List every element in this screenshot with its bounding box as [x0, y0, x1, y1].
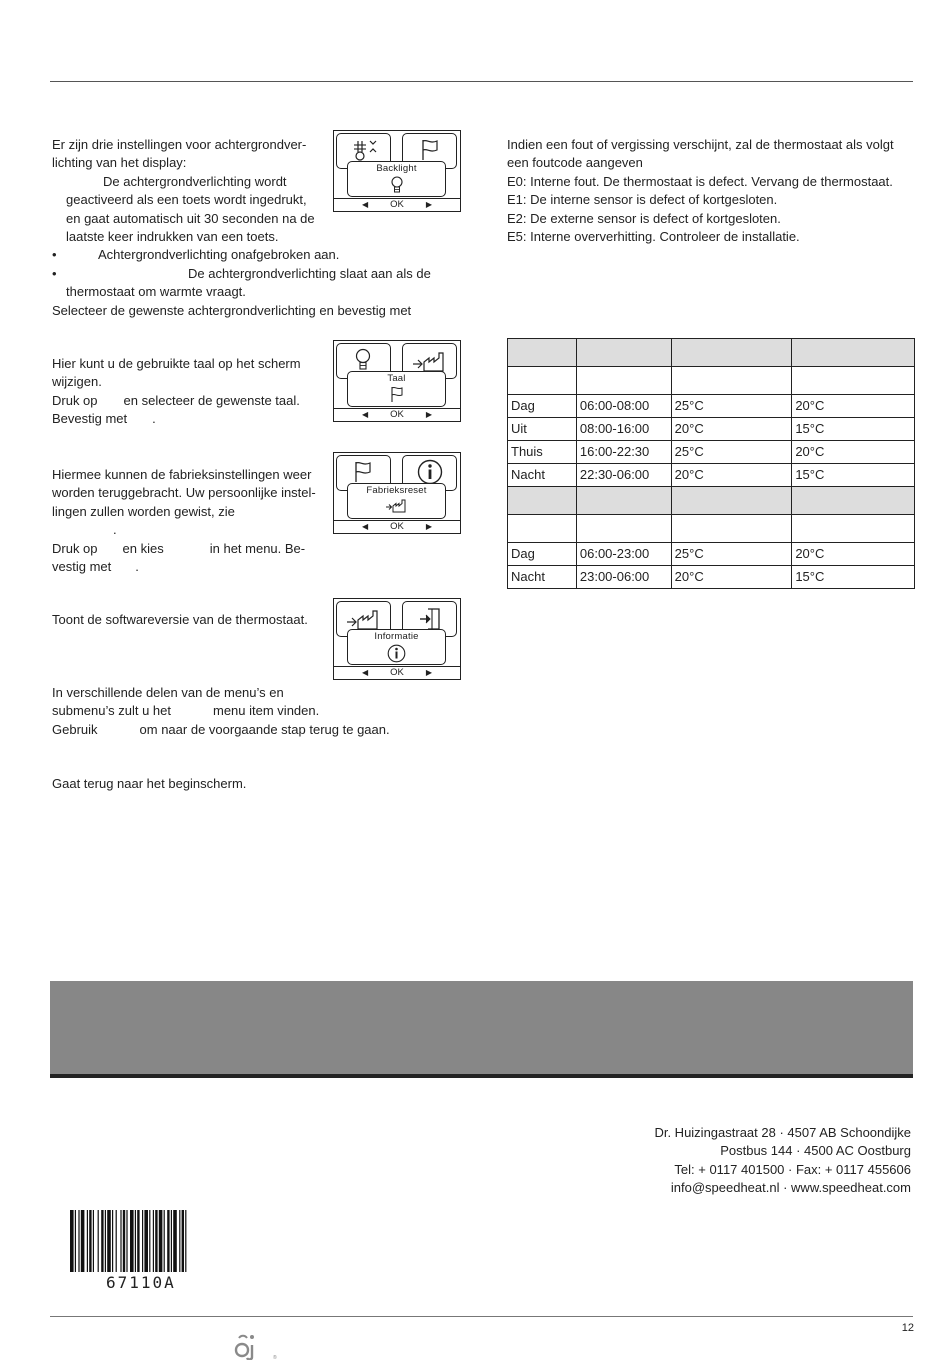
barcode-bar — [164, 1210, 165, 1272]
barcode-bar — [144, 1210, 148, 1272]
backlight-screen — [333, 130, 461, 212]
period-temp-2: 20°C — [792, 543, 915, 566]
barcode-bar — [75, 1210, 76, 1272]
text-line: worden teruggebracht. Uw persoonlijke instel- — [52, 485, 316, 501]
period-time: 08:00-16:00 — [576, 418, 671, 441]
period-name: Nacht — [508, 566, 577, 589]
barcode-bar — [173, 1210, 177, 1272]
table-header-row — [508, 487, 915, 515]
period-time: 16:00-22:30 — [576, 441, 671, 464]
barcode-bar — [167, 1210, 169, 1272]
text-line: thermostaat om warmte vraagt. — [66, 284, 246, 300]
left-arrow-icon: ◀ — [362, 200, 369, 209]
factory-icon — [412, 350, 448, 372]
barcode-bar — [81, 1210, 85, 1272]
barcode-bar — [101, 1210, 103, 1272]
bulb-icon — [355, 348, 371, 372]
text-line: Bevestig met . — [52, 411, 156, 427]
screen-label-box — [347, 371, 446, 407]
period-temp-1: 20°C — [671, 566, 792, 589]
period-temp-1: 25°C — [671, 395, 792, 418]
ok-label: OK — [390, 521, 404, 532]
bottom-rule — [50, 1316, 913, 1317]
bullet-item: • De achtergrondverlichting slaat aan als de — [52, 265, 431, 283]
period-temp-1: 25°C — [671, 441, 792, 464]
text-line: lingen zullen worden gewist, zie — [52, 503, 235, 519]
table-subheader-row — [508, 515, 915, 543]
back-text — [52, 684, 390, 739]
barcode-bar — [135, 1210, 136, 1272]
barcode-bar — [179, 1210, 180, 1272]
barcode-bar — [153, 1210, 154, 1272]
barcode-bar — [155, 1210, 157, 1272]
text-line: In verschillende delen van de menu’s en — [52, 685, 284, 700]
error-codes-text — [507, 136, 894, 246]
barcode-bar — [87, 1210, 88, 1272]
barcode-bar — [93, 1210, 94, 1272]
period-name: Dag — [508, 395, 577, 418]
error-code-line: E2: De externe sensor is defect of kortgesloten. — [507, 210, 781, 226]
period-time: 06:00-23:00 — [576, 543, 671, 566]
text-line: vestig met . — [52, 559, 139, 575]
company-address — [654, 1124, 911, 1197]
text-line: lichting van het display: — [52, 155, 187, 171]
barcode-number: 67110A — [106, 1273, 176, 1292]
text-line: een foutcode aangeven — [507, 155, 643, 171]
factory-reset-text — [52, 466, 316, 576]
screen-label: Informatie — [374, 631, 419, 642]
period-temp-2: 15°C — [792, 418, 915, 441]
period-time: 22:30-06:00 — [576, 464, 671, 487]
barcode-bar — [182, 1210, 184, 1272]
right-arrow-icon: ▶ — [425, 668, 432, 677]
svg-text:®: ® — [273, 1355, 277, 1360]
right-arrow-icon: ▶ — [425, 522, 432, 531]
address-line: Postbus 144 · 4500 AC Oostburg — [720, 1143, 911, 1159]
left-arrow-icon: ◀ — [362, 522, 369, 531]
period-temp-2: 20°C — [792, 395, 915, 418]
text-line: submenu’s zult u het menu item vinden. — [52, 703, 320, 719]
right-arrow-icon: ▶ — [425, 410, 432, 419]
text-line: geactiveerd als een toets wordt ingedrukt, — [66, 192, 307, 208]
text-line: . — [113, 522, 117, 538]
address-line: Tel: + 0117 401500 · Fax: + 0117 455606 — [674, 1161, 911, 1177]
barcode-bar — [130, 1210, 134, 1272]
barcode-bar — [142, 1210, 143, 1272]
exit-icon — [419, 607, 441, 631]
barcode-bar — [137, 1210, 139, 1272]
factory-reset-screen — [333, 452, 461, 534]
barcode-bar — [112, 1210, 113, 1272]
barcode — [70, 1210, 268, 1272]
language-text — [52, 355, 301, 429]
barcode-bar — [149, 1210, 150, 1272]
error-code-line: E0: Interne fout. De thermostaat is defect. Vervang de thermostaat. — [507, 173, 893, 189]
barcode-bar — [116, 1210, 117, 1272]
period-time: 06:00-08:00 — [576, 395, 671, 418]
text-line: Gaat terug naar het beginscherm. — [52, 776, 247, 791]
text-line: wijzigen. — [52, 374, 102, 390]
text-line: Hiermee kunnen de fabrieksinstellingen weer — [52, 467, 312, 482]
barcode-bar — [89, 1210, 91, 1272]
barcode-bar — [105, 1210, 106, 1272]
language-screen — [333, 340, 461, 422]
text-line: Toont de softwareversie van de thermostaat. — [52, 612, 308, 627]
period-temp-1: 25°C — [671, 543, 792, 566]
bulb-icon — [390, 176, 404, 194]
text-line: Druk op en selecteer de gewenste taal. — [52, 392, 300, 408]
home-text — [52, 775, 246, 793]
barcode-bar — [159, 1210, 163, 1272]
bullet-item: • Achtergrondverlichting onafgebroken aan. — [52, 246, 431, 264]
period-temp-1: 20°C — [671, 418, 792, 441]
barcode-bar — [98, 1210, 99, 1272]
text-line: Gebruik om naar de voorgaande stap terug te gaan. — [52, 721, 390, 737]
information-screen — [333, 598, 461, 680]
table-row — [508, 441, 915, 464]
period-temp-2: 15°C — [792, 566, 915, 589]
text-line: Druk op en kies in het menu. Be- — [52, 540, 306, 556]
screen-label: Taal — [387, 373, 406, 384]
text-line: Er zijn drie instellingen voor achtergrondver- — [52, 137, 307, 152]
barcode-bar — [126, 1210, 127, 1272]
factory-icon — [385, 498, 409, 513]
table-row — [508, 395, 915, 418]
period-name: Uit — [508, 418, 577, 441]
table-row — [508, 418, 915, 441]
barcode-bar — [120, 1210, 121, 1272]
info-text — [52, 611, 308, 629]
table-row — [508, 543, 915, 566]
error-code-line: E1: De interne sensor is defect of kortgesloten. — [507, 192, 778, 208]
barcode-bar — [171, 1210, 172, 1272]
screen-label-box — [347, 161, 446, 197]
table-subheader-row — [508, 367, 915, 395]
page-number: 12 — [901, 1322, 914, 1334]
top-rule — [50, 81, 913, 82]
period-temp-2: 15°C — [792, 464, 915, 487]
ok-label: OK — [390, 409, 404, 420]
table-header-row — [508, 339, 915, 367]
address-line: Dr. Huizingastraat 28 · 4507 AB Schoondijke — [654, 1125, 911, 1140]
info-icon — [387, 644, 406, 663]
text-line: Hier kunt u de gebruikte taal op het scherm — [52, 356, 301, 371]
table-row — [508, 464, 915, 487]
barcode-bar — [70, 1210, 74, 1272]
period-name: Thuis — [508, 441, 577, 464]
text-line: Indien een fout of vergissing verschijnt, zal de thermostaat als volgt — [507, 137, 894, 152]
barcode-bar — [78, 1210, 79, 1272]
flag-icon — [421, 139, 439, 161]
address-line: info@speedheat.nl · www.speedheat.com — [670, 1179, 911, 1195]
barcode-bar — [107, 1210, 111, 1272]
text-line: en gaat automatisch uit 30 seconden na de — [66, 210, 315, 226]
schedule-table — [507, 338, 915, 589]
screen-label: Backlight — [376, 163, 417, 174]
left-arrow-icon: ◀ — [362, 668, 369, 677]
footer-gray-band — [50, 981, 913, 1078]
flag-icon — [354, 461, 372, 483]
screen-label-box — [347, 483, 446, 519]
ok-label: OK — [390, 199, 404, 210]
barcode-bar — [185, 1210, 186, 1272]
brand-logo — [233, 1330, 281, 1360]
period-temp-1: 20°C — [671, 464, 792, 487]
error-code-line: E5: Interne oververhitting. Controleer de installatie. — [507, 229, 800, 245]
factory-icon — [346, 608, 382, 630]
backlight-icon — [351, 139, 377, 163]
flag-icon — [390, 386, 404, 403]
right-arrow-icon: ▶ — [425, 200, 432, 209]
table-row — [508, 566, 915, 589]
period-name: Nacht — [508, 464, 577, 487]
period-temp-2: 20°C — [792, 441, 915, 464]
text-line: Selecteer de gewenste achtergrondverlichting en bevestig met — [52, 302, 412, 318]
screen-label: Fabrieksreset — [366, 485, 427, 496]
text-line: De achtergrondverlichting wordt — [103, 173, 287, 189]
info-icon — [417, 459, 443, 485]
screen-label-box — [347, 629, 446, 665]
left-arrow-icon: ◀ — [362, 410, 369, 419]
period-name: Dag — [508, 543, 577, 566]
ok-label: OK — [390, 667, 404, 678]
period-time: 23:00-06:00 — [576, 566, 671, 589]
barcode-bar — [123, 1210, 125, 1272]
text-line: laatste keer indrukken van een toets. — [66, 229, 279, 245]
